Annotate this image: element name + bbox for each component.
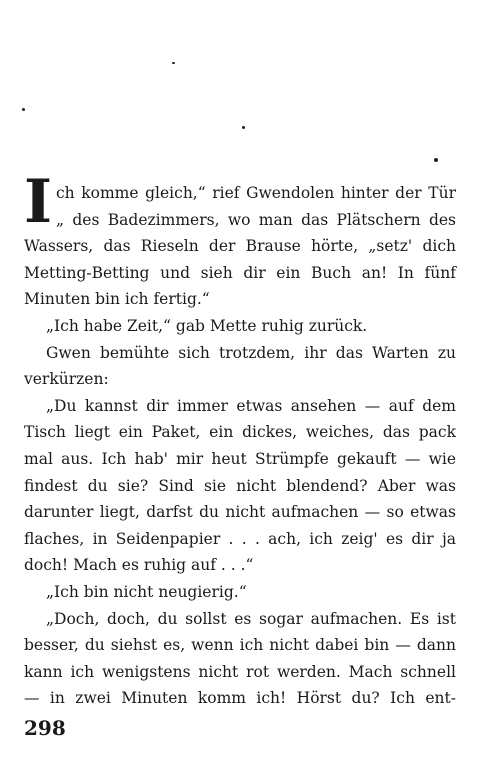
text-line: „Doch, doch, du sollst es sogar aufmachen. Es ist — [46, 609, 456, 628]
text-line: Minuten bin ich fertig.“ — [24, 290, 210, 309]
text-line: „Ich habe Zeit,“ gab Mette ruhig zurück. — [46, 316, 368, 335]
page-number: 298 — [24, 716, 66, 740]
text-line: „ des Badezimmers, wo man das Plätschern des — [56, 210, 456, 229]
text-line: mal aus. Ich hab' mir heut Strümpfe gekauft — wie — [24, 449, 456, 468]
text-line: doch! Mach es ruhig auf . . .“ — [24, 556, 254, 575]
text-line: — in zwei Minuten komm ich! Hörst du? Ich ent- — [24, 689, 456, 708]
text-line: „Du kannst dir immer etwas ansehen — auf dem — [46, 396, 456, 415]
text-line: Wassers, das Rieseln der Brause hörte, „setz' dich — [24, 237, 456, 256]
text-line: Gwen bemühte sich trotzdem, ihr das Warten zu — [46, 343, 456, 362]
print-speck — [434, 158, 438, 162]
text-line: ch komme gleich,“ rief Gwendolen hinter der Tür — [56, 184, 456, 202]
text-line: flaches, in Seidenpapier . . . ach, ich zeig' es dir ja — [24, 529, 456, 548]
text-line: Tisch liegt ein Paket, ein dickes, weiches, das pack — [24, 423, 456, 442]
text-line: darunter liegt, darfst du nicht aufmachen — so etwas — [24, 503, 456, 522]
text-line: Metting-Betting und sieh dir ein Buch an! In fünf — [24, 263, 456, 282]
body-text — [24, 167, 456, 712]
text-line: findest du sie? Sind sie nicht blendend? Aber was — [24, 476, 456, 495]
print-speck — [22, 108, 25, 111]
print-speck — [242, 126, 245, 129]
text-line: verkürzen: — [24, 370, 109, 389]
drop-cap: I — [24, 167, 53, 237]
text-line: kann ich wenigstens nicht rot werden. Mach schnell — [24, 662, 456, 681]
text-line: „Ich bin nicht neugierig.“ — [46, 582, 247, 601]
print-speck — [172, 62, 175, 64]
text-line: besser, du siehst es, wenn ich nicht dabei bin — dann — [24, 636, 456, 655]
